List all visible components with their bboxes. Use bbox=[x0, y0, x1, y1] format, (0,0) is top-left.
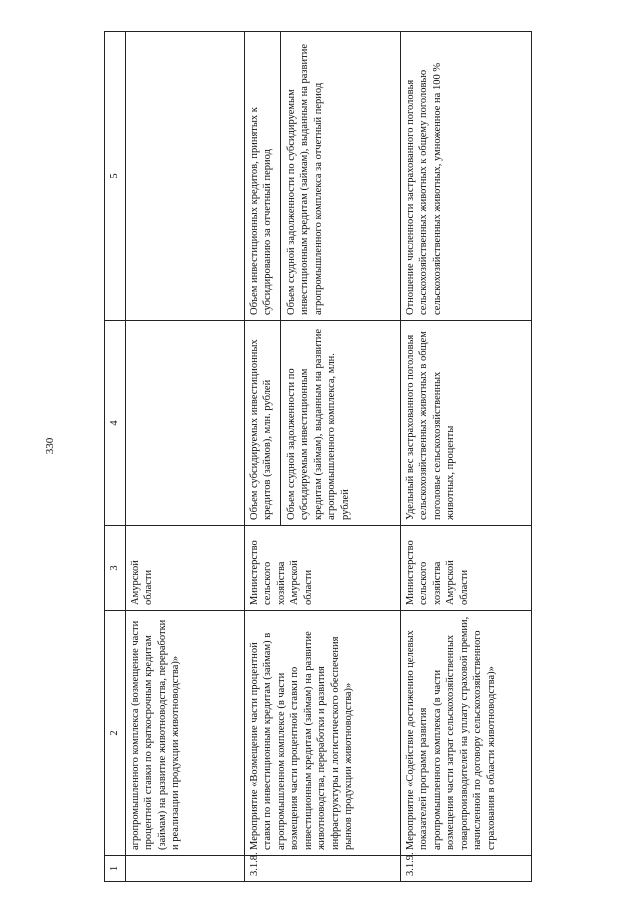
column-header: 3 bbox=[105, 526, 126, 611]
method-cell bbox=[244, 32, 400, 321]
method-text: Объем инвестиционных кредитов, принятых к субсидированию за отчетный период bbox=[248, 107, 274, 315]
indicator-cell bbox=[244, 321, 400, 526]
table-row bbox=[401, 32, 532, 882]
method-text: Отношение численности застрахованного поголовья сельскохозяйственных животных к общему поголовью сельскохозяйственных животных, умноженное на 100 % bbox=[405, 62, 443, 315]
page-number: 330 bbox=[44, 437, 56, 455]
column-header: 5 bbox=[105, 32, 126, 321]
indicator-cell bbox=[126, 321, 245, 526]
indicator-text: Удельный вес застрахованного поголовья сельскохозяйственных животных в общем поголовье сельскохозяйственных животных, проценты bbox=[405, 331, 457, 520]
row-number: 3.1.8. bbox=[244, 856, 400, 882]
table-container bbox=[104, 32, 532, 882]
column-header: 2 bbox=[105, 611, 126, 856]
measure-cell: агропромышленного комплекса (возмещение части процентной ставки по краткосрочным кредитам (займам) на развитие животноводства, переработки и реализации продукции животноводства)» bbox=[126, 611, 245, 856]
executor-cell: Министерство сельского хозяйства Амурской области bbox=[244, 526, 400, 611]
row-number bbox=[126, 856, 245, 882]
row-number: 3.1.9. bbox=[401, 856, 532, 882]
executor-cell: Амурской области bbox=[126, 526, 245, 611]
indicator-cell bbox=[401, 321, 532, 526]
measure-cell: Мероприятие «Возмещение части процентной ставки по инвестиционным кредитам (займам) в агропромышленном комплексе (в части возмещения части процентной ставки по инвестиционным кредитам (займам) на развитие животноводства, переработки и развития инфраструктуры и логистического обеспечения рынков продукции животноводства)» bbox=[244, 611, 400, 856]
header-row bbox=[105, 32, 126, 882]
table-row bbox=[244, 32, 400, 882]
program-measures-table bbox=[104, 31, 532, 882]
indicator-text: Объем ссудной задолженности по субсидируемым инвестиционным кредитам (займам), выданным на развитие агропромышленного комплекса, млн. рублей bbox=[280, 321, 352, 525]
executor-cell: Министерство сельского хозяйства Амурской области bbox=[401, 526, 532, 611]
measure-cell: Мероприятие «Содействие достижению целевых показателей программ развития агропромышленного комплекса (в части возмещения части затрат сельскохозяйственных товаропроизводителей на уплату страховой премии, начисленной по договору сельскохозяйственного страхования в области животноводства)» bbox=[401, 611, 532, 856]
method-text: Объем ссудной задолженности по субсидируемым инвестиционным кредитам (займам), выданным на развитие агропромышленного комплекса за отчетный период bbox=[280, 32, 325, 320]
method-cell bbox=[401, 32, 532, 321]
table-row bbox=[126, 32, 245, 882]
column-header: 4 bbox=[105, 321, 126, 526]
indicator-text: Объем субсидируемых инвестиционных кредитов (займов), млн. рублей bbox=[248, 339, 274, 520]
column-header: 1 bbox=[105, 856, 126, 882]
method-cell bbox=[126, 32, 245, 321]
